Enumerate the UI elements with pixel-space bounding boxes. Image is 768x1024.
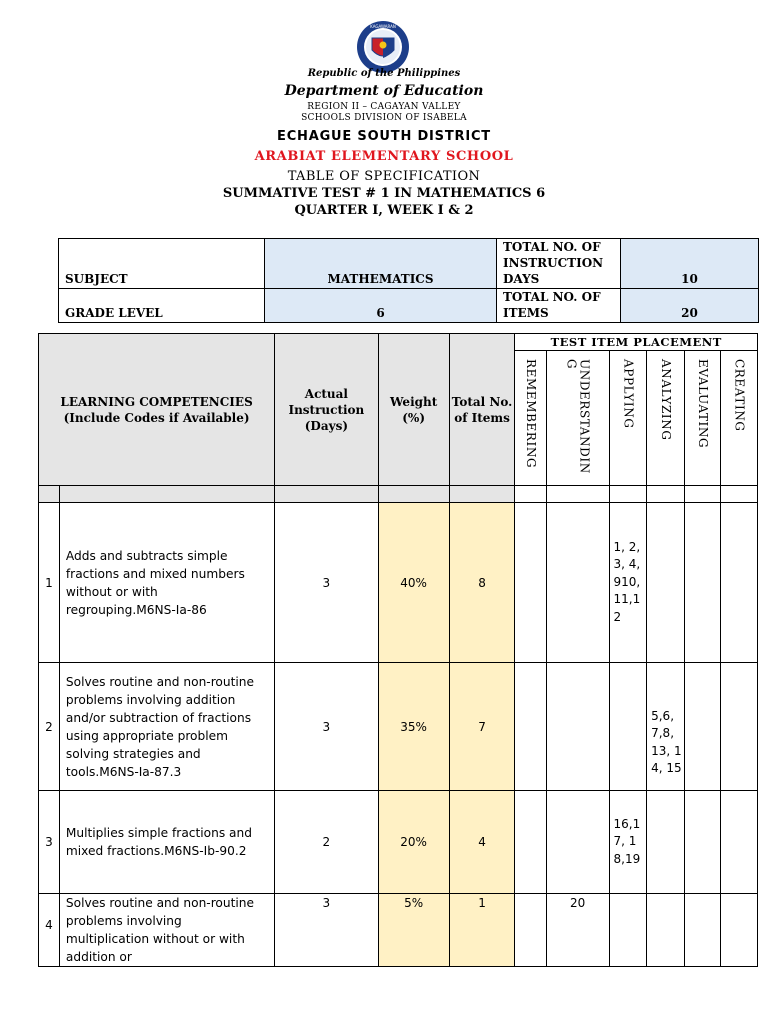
- understanding-cell: 20: [546, 894, 609, 967]
- remembering-cell: [515, 503, 546, 663]
- doc-title: TABLE OF SPECIFICATION: [287, 169, 481, 184]
- grade-value: 6: [265, 289, 497, 323]
- test-title: SUMMATIVE TEST # 1 IN MATHEMATICS 6: [222, 186, 546, 201]
- deped-seal-logo: [356, 20, 410, 74]
- analyzing-cell: 5,6, 7,8, 13, 14, 15: [647, 663, 685, 791]
- weight-cell: 5%: [378, 894, 449, 967]
- row-number: 2: [39, 663, 60, 791]
- school-name: ARABIAT ELEMENTARY SCHOOL: [254, 149, 514, 164]
- district-line: ECHAGUE SOUTH DISTRICT: [277, 129, 491, 144]
- evaluating-header: EVALUATING: [696, 359, 710, 449]
- analyzing-cell: [647, 894, 685, 967]
- applying-cell: [609, 663, 647, 791]
- creating-cell: [721, 894, 758, 967]
- analyzing-cell: [647, 791, 685, 894]
- applying-cell: 16,17, 18,19: [609, 791, 647, 894]
- items-cell: 7: [449, 663, 515, 791]
- remembering-cell: [515, 894, 546, 967]
- items-cell: 4: [449, 791, 515, 894]
- analyzing-header: ANALYZING: [658, 359, 673, 441]
- row-number: 1: [39, 503, 60, 663]
- understanding-header: UNDERSTANDIN G: [564, 359, 592, 474]
- days-header: Actual Instruction (Days): [275, 334, 378, 486]
- svg-text:KAGAWARAN: KAGAWARAN: [370, 24, 396, 29]
- understanding-cell: [546, 503, 609, 663]
- items-value: 20: [621, 289, 759, 323]
- subject-label: SUBJECT: [59, 239, 265, 289]
- remembering-header: REMEMBERING: [524, 359, 539, 469]
- days-cell: 3: [275, 894, 378, 967]
- understanding-cell: [546, 663, 609, 791]
- evaluating-cell: [684, 791, 721, 894]
- days-cell: 2: [275, 791, 378, 894]
- subject-value: MATHEMATICS: [265, 239, 497, 289]
- competency-cell: Solves routine and non-routine problems involving multiplication without or with addition or: [59, 894, 274, 967]
- department-line: Department of Education: [284, 83, 484, 99]
- items-cell: 1: [449, 894, 515, 967]
- applying-cell: [609, 894, 647, 967]
- creating-cell: [721, 503, 758, 663]
- creating-header: CREATING: [732, 359, 747, 432]
- competency-cell: Multiplies simple fractions and mixed fractions.M6NS-Ib-90.2: [59, 791, 274, 894]
- info-table: [58, 238, 759, 323]
- grade-label: GRADE LEVEL: [59, 289, 265, 323]
- evaluating-cell: [684, 894, 721, 967]
- creating-cell: [721, 663, 758, 791]
- division-line: SCHOOLS DIVISION OF ISABELA: [301, 113, 467, 123]
- table-row: [39, 503, 758, 663]
- applying-cell: 1, 2, 3, 4, 910, 11,12: [609, 503, 647, 663]
- analyzing-cell: [647, 503, 685, 663]
- spacer-row: [39, 486, 758, 503]
- table-row: [39, 894, 758, 967]
- creating-cell: [721, 791, 758, 894]
- items-label: TOTAL NO. OF ITEMS: [497, 289, 621, 323]
- weight-cell: 20%: [378, 791, 449, 894]
- specification-table: [38, 333, 758, 967]
- items-header: Total No. of Items: [449, 334, 515, 486]
- competency-cell: Solves routine and non-routine problems involving addition and/or subtraction of fractions using appropriate problem solving strategies and tools.M6NS-Ia-87.3: [59, 663, 274, 791]
- quarter-line: QUARTER I, WEEK I & 2: [294, 203, 474, 218]
- days-cell: 3: [275, 503, 378, 663]
- items-cell: 8: [449, 503, 515, 663]
- applying-header: APPLYING: [621, 359, 636, 429]
- competencies-header: LEARNING COMPETENCIES (Include Codes if Available): [39, 334, 275, 486]
- row-number: 4: [39, 894, 60, 967]
- days-cell: 3: [275, 663, 378, 791]
- evaluating-cell: [684, 503, 721, 663]
- understanding-cell: [546, 791, 609, 894]
- row-number: 3: [39, 791, 60, 894]
- days-label: TOTAL NO. OF INSTRUCTION DAYS: [497, 239, 621, 289]
- table-row: [39, 791, 758, 894]
- republic-line: Republic of the Philippines: [307, 68, 461, 79]
- competency-cell: Adds and subtracts simple fractions and mixed numbers without or with regrouping.M6NS-Ia-86: [59, 503, 274, 663]
- days-value: 10: [621, 239, 759, 289]
- evaluating-cell: [684, 663, 721, 791]
- remembering-cell: [515, 791, 546, 894]
- weight-cell: 40%: [378, 503, 449, 663]
- placement-header: TEST ITEM PLACEMENT: [515, 334, 758, 351]
- region-line: REGION II – CAGAYAN VALLEY: [307, 102, 461, 112]
- remembering-cell: [515, 663, 546, 791]
- weight-cell: 35%: [378, 663, 449, 791]
- table-row: [39, 663, 758, 791]
- weight-header: Weight (%): [378, 334, 449, 486]
